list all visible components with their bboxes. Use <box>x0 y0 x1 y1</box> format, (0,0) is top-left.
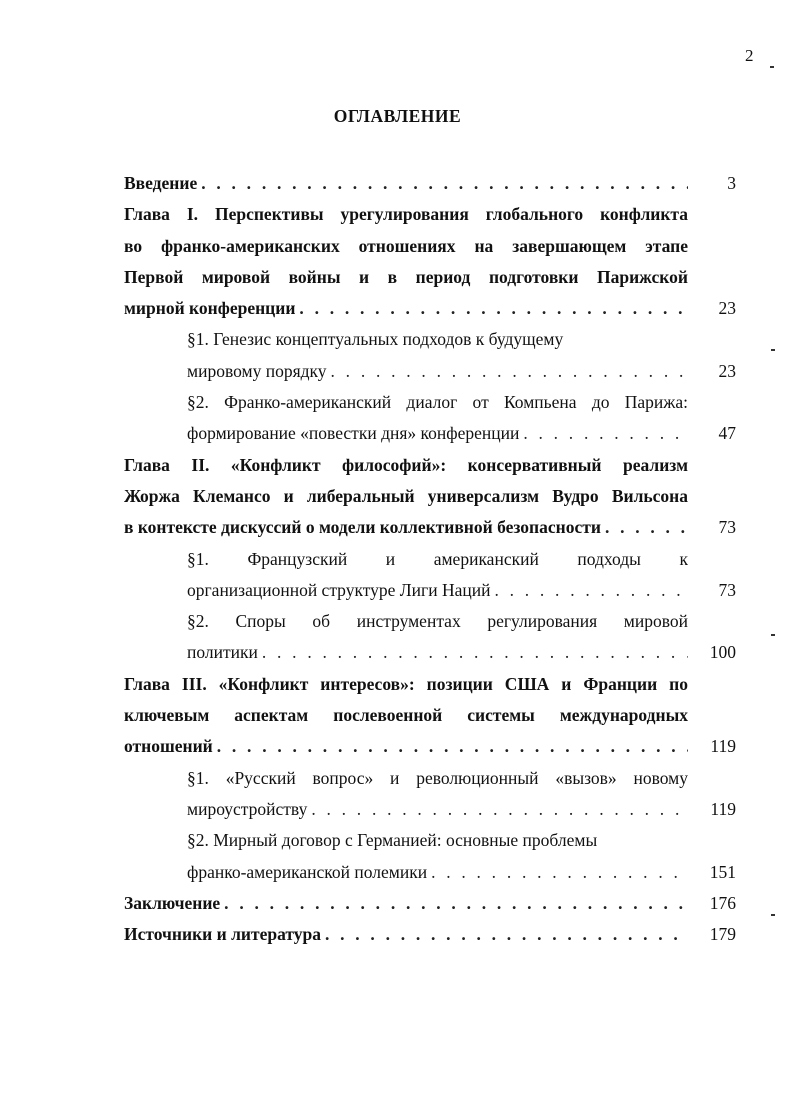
table-of-contents <box>124 168 736 950</box>
page-ref: 73 <box>718 517 736 538</box>
toc-section-1-1-line-1[interactable]: §1. Генезис концептуальных подходов к будущему <box>187 329 564 350</box>
toc-section-2-1-last[interactable]: организационной структуре Лиги Наций . . . 73 <box>124 575 736 606</box>
scan-mark <box>771 914 775 916</box>
toc-chapter-1-last[interactable]: мирной конференции . . . 23 <box>124 293 736 324</box>
scan-mark <box>770 66 774 68</box>
toc-chapter-3-line-2[interactable]: ключевым аспектам послевоенной системы международных <box>124 705 688 726</box>
toc-section-3-1-line-1[interactable]: §1. «Русский вопрос» и революционный «вызов» новому <box>187 767 688 788</box>
page-ref: 23 <box>718 360 736 381</box>
page-ref: 119 <box>710 736 736 757</box>
toc-chapter-1-line-3[interactable]: Первой мировой войны и в период подготовки Парижской <box>124 266 688 287</box>
toc-chapter-1-line-2[interactable]: во франко-американских отношениях на завершающем этапе <box>124 235 688 256</box>
toc-entry-conclusion[interactable]: Заключение . . . 176 <box>124 888 736 919</box>
toc-section-3-2-line-1[interactable]: §2. Мирный договор с Германией: основные проблемы <box>187 830 598 851</box>
page-number: 2 <box>745 46 754 65</box>
toc-chapter-2-last[interactable]: в контексте дискуссий о модели коллективной безопасности . . . 73 <box>124 512 736 543</box>
page-ref: 3 <box>727 173 736 193</box>
toc-section-1-2-last[interactable]: формирование «повестки дня» конференции . . . 47 <box>124 418 736 449</box>
toc-entry-introduction[interactable]: Введение . . . 3 <box>124 168 736 199</box>
toc-section-2-2-last[interactable]: политики . . . 100 <box>124 637 736 668</box>
page-title: ОГЛАВЛЕНИЕ <box>333 106 462 126</box>
toc-section-3-2-last[interactable]: франко-американской полемики . . . 151 <box>124 857 736 888</box>
toc-section-1-1-last[interactable]: мировому порядку . . . 23 <box>124 356 736 387</box>
page-ref: 179 <box>709 924 736 945</box>
page-ref: 176 <box>709 892 736 913</box>
scan-mark <box>771 634 775 636</box>
page-ref: 151 <box>709 861 736 882</box>
page-ref: 119 <box>710 798 736 819</box>
page-ref: 23 <box>718 298 736 319</box>
toc-section-3-1-last[interactable]: мироустройству . . . 119 <box>124 794 736 825</box>
page-ref: 100 <box>709 642 736 663</box>
scan-mark <box>771 349 775 351</box>
toc-section-2-1-line-1[interactable]: §1. Французский и американский подходы к <box>187 548 688 569</box>
page-ref: 47 <box>718 423 736 444</box>
toc-chapter-2-line-2[interactable]: Жоржа Клемансо и либеральный универсализм Вудро Вильсона <box>124 485 688 506</box>
toc-section-1-2-line-1[interactable]: §2. Франко-американский диалог от Компьена до Парижа: <box>187 392 688 413</box>
page-ref: 73 <box>718 579 736 600</box>
toc-chapter-3-line-1[interactable]: Глава III. «Конфликт интересов»: позиции США и Франции по <box>124 673 688 694</box>
toc-entry-sources[interactable]: Источники и литература . . . 179 <box>124 919 736 950</box>
toc-chapter-2-line-1[interactable]: Глава II. «Конфликт философий»: консервативный реализм <box>124 454 688 475</box>
toc-section-2-2-line-1[interactable]: §2. Споры об инструментах регулирования мировой <box>187 611 688 632</box>
toc-chapter-3-last[interactable]: отношений . . . 119 <box>124 731 736 762</box>
toc-chapter-1-line-1[interactable]: Глава I. Перспективы урегулирования глобального конфликта <box>124 204 688 225</box>
